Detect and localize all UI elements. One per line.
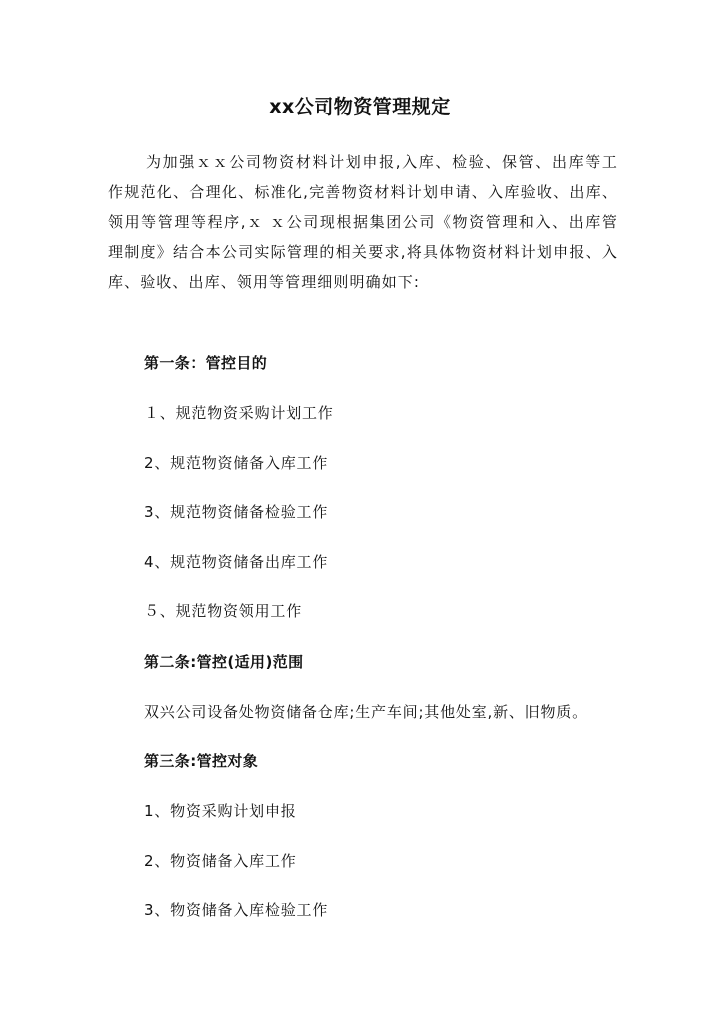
- article-1-item-4: 4、规范物资储备出库工作: [144, 553, 329, 571]
- document-title: xx公司物资管理规定: [269, 96, 451, 118]
- article-3-item-2: 2、物资储备入库工作: [144, 852, 297, 870]
- article-1-item-2: 2、规范物资储备入库工作: [144, 454, 329, 472]
- article-2-heading: 第二条:管控(适用)范围: [144, 653, 304, 671]
- article-3-item-1: 1、物资采购计划申报: [144, 802, 297, 820]
- article-1-heading: 第一条：管控目的: [144, 354, 268, 372]
- intro-text: 为加强ｘｘ公司物资材料计划申报,入库、检验、保管、出库等工作规范化、合理化、标准化,完善物资材料计划申请、入库验收、出库、领用等管理等程序,ｘ ｘ公司现根据集团公司《物资管理和入、出库管理制度》结合本公司实际管理的相关要求,将具体物资材料计划申报、入库、验收、出库、领用等管理细则明确如下:: [108, 153, 618, 291]
- article-1-item-3: 3、规范物资储备检验工作: [144, 503, 329, 521]
- intro-paragraph: [108, 147, 618, 297]
- article-1-item-1: １、规范物资采购计划工作: [144, 404, 334, 422]
- article-1-item-5: ５、规范物资领用工作: [144, 602, 303, 620]
- article-3-heading: 第三条:管控对象: [144, 752, 259, 770]
- article-2-text: 双兴公司设备处物资储备仓库;生产车间;其他处室,新、旧物质。: [144, 703, 588, 721]
- article-3-item-3: 3、物资储备入库检验工作: [144, 901, 329, 919]
